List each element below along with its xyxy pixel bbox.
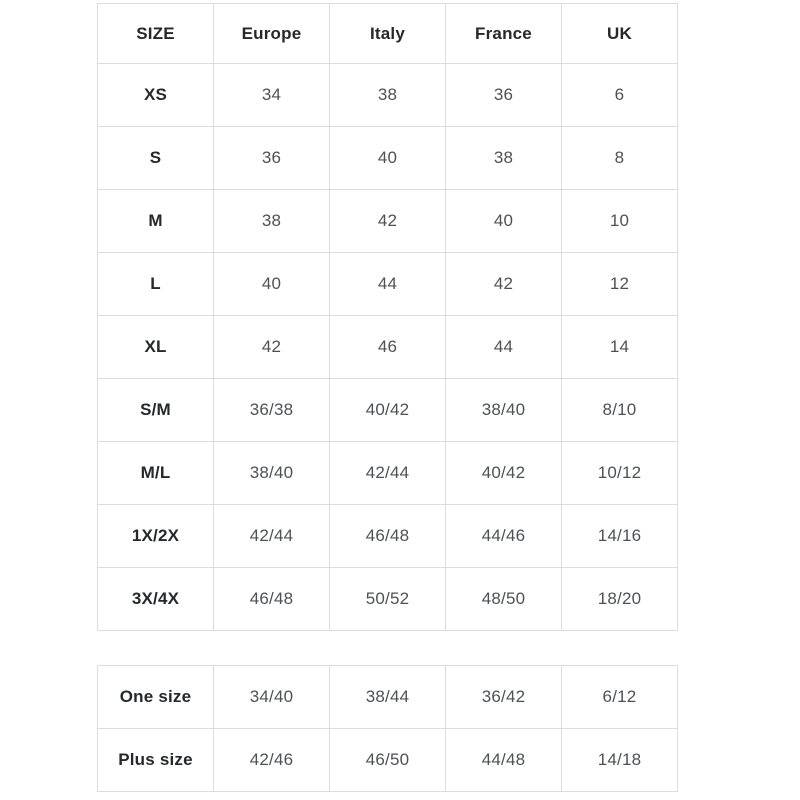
- cell-italy: 38: [330, 64, 446, 127]
- cell-italy: 46: [330, 316, 446, 379]
- row-label: 3X/4X: [98, 568, 214, 631]
- cell-uk: 8: [562, 127, 678, 190]
- table-row-l: [98, 253, 678, 316]
- cell-uk: 14/16: [562, 505, 678, 568]
- column-header-europe: Europe: [214, 4, 330, 64]
- cell-france: 40/42: [446, 442, 562, 505]
- cell-europe: 46/48: [214, 568, 330, 631]
- table-header-row: [98, 4, 678, 64]
- cell-uk: 10/12: [562, 442, 678, 505]
- cell-europe: 42/46: [214, 729, 330, 792]
- cell-italy: 42/44: [330, 442, 446, 505]
- cell-uk: 8/10: [562, 379, 678, 442]
- cell-italy: 38/44: [330, 666, 446, 729]
- row-label: L: [98, 253, 214, 316]
- cell-europe: 42: [214, 316, 330, 379]
- row-label: M/L: [98, 442, 214, 505]
- row-label: One size: [98, 666, 214, 729]
- row-label: XS: [98, 64, 214, 127]
- cell-italy: 42: [330, 190, 446, 253]
- cell-europe: 40: [214, 253, 330, 316]
- cell-europe: 36/38: [214, 379, 330, 442]
- size-conversion-table: [97, 3, 678, 631]
- cell-france: 44: [446, 316, 562, 379]
- cell-france: 40: [446, 190, 562, 253]
- cell-france: 48/50: [446, 568, 562, 631]
- row-label: 1X/2X: [98, 505, 214, 568]
- cell-france: 44/48: [446, 729, 562, 792]
- table-row-3x4x: [98, 568, 678, 631]
- table-row-1x2x: [98, 505, 678, 568]
- cell-uk: 18/20: [562, 568, 678, 631]
- cell-italy: 44: [330, 253, 446, 316]
- table-row-s: [98, 127, 678, 190]
- cell-europe: 36: [214, 127, 330, 190]
- row-label: S: [98, 127, 214, 190]
- cell-france: 38/40: [446, 379, 562, 442]
- table-row-m: [98, 190, 678, 253]
- cell-uk: 6: [562, 64, 678, 127]
- column-header-france: France: [446, 4, 562, 64]
- cell-italy: 46/48: [330, 505, 446, 568]
- table-gap: [97, 631, 800, 665]
- cell-france: 42: [446, 253, 562, 316]
- table-row-sm: [98, 379, 678, 442]
- cell-italy: 46/50: [330, 729, 446, 792]
- cell-uk: 14: [562, 316, 678, 379]
- cell-europe: 38: [214, 190, 330, 253]
- cell-france: 36: [446, 64, 562, 127]
- cell-uk: 6/12: [562, 666, 678, 729]
- cell-europe: 34: [214, 64, 330, 127]
- cell-europe: 34/40: [214, 666, 330, 729]
- table-row-ml: [98, 442, 678, 505]
- row-label: M: [98, 190, 214, 253]
- cell-uk: 14/18: [562, 729, 678, 792]
- row-label: XL: [98, 316, 214, 379]
- column-header-size: SIZE: [98, 4, 214, 64]
- row-label: Plus size: [98, 729, 214, 792]
- table-row-xs: [98, 64, 678, 127]
- row-label: S/M: [98, 379, 214, 442]
- cell-italy: 40: [330, 127, 446, 190]
- column-header-uk: UK: [562, 4, 678, 64]
- table-row-xl: [98, 316, 678, 379]
- cell-france: 36/42: [446, 666, 562, 729]
- cell-europe: 42/44: [214, 505, 330, 568]
- cell-france: 38: [446, 127, 562, 190]
- table-row-one-size: [98, 666, 678, 729]
- cell-france: 44/46: [446, 505, 562, 568]
- cell-italy: 50/52: [330, 568, 446, 631]
- cell-europe: 38/40: [214, 442, 330, 505]
- cell-uk: 10: [562, 190, 678, 253]
- column-header-italy: Italy: [330, 4, 446, 64]
- cell-uk: 12: [562, 253, 678, 316]
- cell-italy: 40/42: [330, 379, 446, 442]
- one-size-plus-size-table: [97, 665, 678, 792]
- table-row-plus-size: [98, 729, 678, 792]
